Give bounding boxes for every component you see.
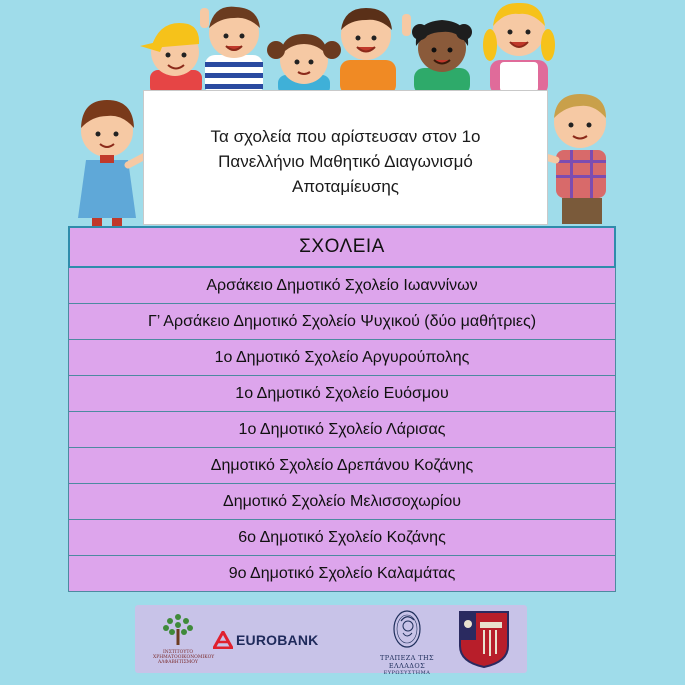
institute-line3: ΑΛΦΑΒΗΤΙΣΜΟΥ xyxy=(158,660,198,665)
kid-striped-shirt xyxy=(200,7,263,95)
sponsors-footer xyxy=(135,605,527,676)
university-crest xyxy=(458,610,510,673)
table-row: 9ο Δημοτικό Σχολείο Καλαμάτας xyxy=(68,556,616,592)
kid-blonde xyxy=(483,3,555,95)
athena-seal-icon xyxy=(392,609,422,649)
institute-line1: ΙΝΣΤΙΤΟΥΤΟ xyxy=(162,650,194,655)
kid-pigtails xyxy=(267,34,341,95)
table-header: ΣΧΟΛΕΙΑ xyxy=(68,226,616,268)
table-row: 1ο Δημοτικό Σχολείο Αργυρούπολης xyxy=(68,340,616,376)
tree-icon xyxy=(153,611,203,645)
kid-curly-hair xyxy=(412,20,472,95)
table-row: 1ο Δημοτικό Σχολείο Ευόσμου xyxy=(68,376,616,412)
kid-yellow-cap xyxy=(140,23,202,95)
eurosystem-name: ΕΥΡΩΣΥΣΤΗΜΑ xyxy=(383,670,431,676)
title-sign xyxy=(143,90,548,225)
eurobank-mark-icon xyxy=(213,631,233,649)
crest-shield-icon xyxy=(458,610,510,668)
table-row: 6ο Δημοτικό Σχολείο Κοζάνης xyxy=(68,520,616,556)
page-title: Τα σχολεία που αρίστευσαν στον 1ο Πανελλήνιο Μαθητικό Διαγωνισμό Αποταμίευσης xyxy=(210,127,481,196)
eurobank-logo xyxy=(213,631,319,649)
institute-logo xyxy=(153,611,215,665)
table-row: Δημοτικό Σχολείο Δρεπάνου Κοζάνης xyxy=(68,448,616,484)
schools-table xyxy=(68,226,616,592)
table-row: Αρσάκειο Δημοτικό Σχολείο Ιωαννίνων xyxy=(68,268,616,304)
table-row: Γ’ Αρσάκειο Δημοτικό Σχολείο Ψυχικού (δύο μαθήτριες) xyxy=(68,304,616,340)
institute-line2: ΧΡΗΜΑΤΟΟΙΚΟΝΟΜΙΚΟΥ xyxy=(153,655,215,660)
bank-of-greece-logo xyxy=(367,609,447,676)
eurobank-text: EUROBANK xyxy=(236,632,319,648)
kid-orange-shirt xyxy=(340,8,411,95)
table-row: 1ο Δημοτικό Σχολείο Λάρισας xyxy=(68,412,616,448)
table-row: Δημοτικό Σχολείο Μελισσοχωρίου xyxy=(68,484,616,520)
bank-of-greece-name: ΤΡΑΠΕΖΑ ΤΗΣ ΕΛΛΑΔΟΣ xyxy=(379,654,435,670)
